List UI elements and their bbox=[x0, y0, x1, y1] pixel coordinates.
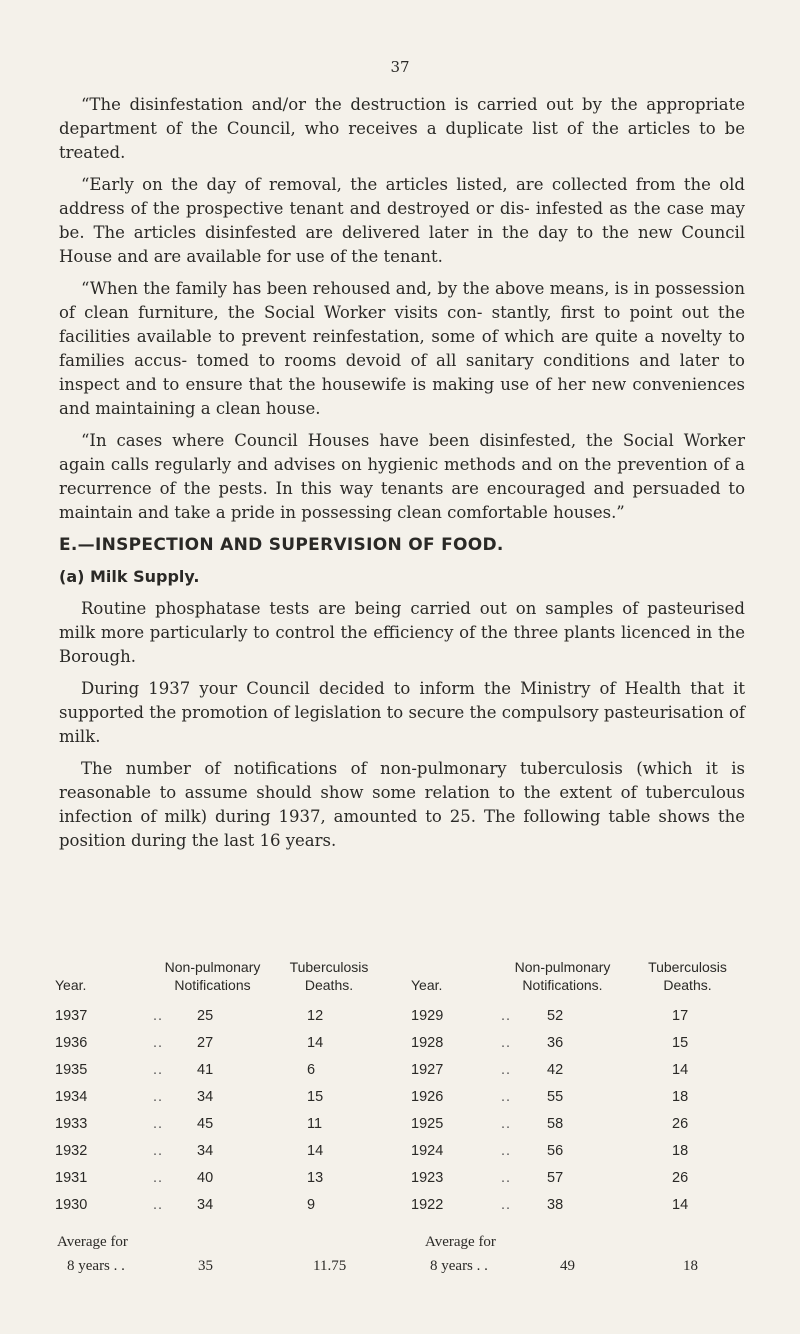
year-cell-2: 1926 bbox=[411, 1089, 444, 1105]
average-deaths-2: 18 bbox=[683, 1258, 698, 1274]
year-cell-2: 1928 bbox=[411, 1035, 444, 1051]
paragraph: “In cases where Council Houses have been disinfested, the Social Worker again calls regularly and advises on hygienic methods and on the prevention of a recurrence of the pests. In this way tenants are encouraged and persuaded to maintain and take a pride in possessing clean comfortable houses.” bbox=[59, 431, 745, 522]
average-notifications: 35 bbox=[198, 1258, 213, 1274]
deaths-cell: 14 bbox=[307, 1143, 324, 1159]
notifications-cell-2: 55 bbox=[547, 1089, 564, 1105]
deaths-cell-2: 18 bbox=[672, 1143, 689, 1159]
leader-dots: .. bbox=[501, 1035, 512, 1051]
deaths-cell: 9 bbox=[307, 1197, 316, 1213]
average-deaths: 11.75 bbox=[313, 1258, 347, 1274]
year-cell: 1935 bbox=[55, 1062, 88, 1078]
table-row bbox=[55, 1143, 755, 1170]
leader-dots: .. bbox=[153, 1035, 164, 1051]
deaths-cell-2: 26 bbox=[672, 1116, 689, 1132]
header-notifications: Non-pulmonary Notifications bbox=[164, 959, 261, 993]
year-cell: 1934 bbox=[55, 1089, 88, 1105]
header-notifications-2: Non-pulmonary Notifications. bbox=[514, 959, 611, 993]
deaths-cell: 12 bbox=[307, 1008, 324, 1024]
average-label-2: Average for bbox=[425, 1234, 496, 1250]
deaths-cell: 14 bbox=[307, 1035, 324, 1051]
average-notifications-2: 49 bbox=[560, 1258, 575, 1274]
deaths-cell-2: 17 bbox=[672, 1008, 689, 1024]
year-cell-2: 1927 bbox=[411, 1062, 444, 1078]
table-row bbox=[55, 1170, 755, 1197]
year-cell-2: 1922 bbox=[411, 1197, 444, 1213]
notifications-cell-2: 52 bbox=[547, 1008, 564, 1024]
deaths-cell-2: 26 bbox=[672, 1170, 689, 1186]
notifications-cell-2: 42 bbox=[547, 1062, 564, 1078]
leader-dots: .. bbox=[153, 1143, 164, 1159]
deaths-cell: 15 bbox=[307, 1089, 324, 1105]
deaths-cell: 11 bbox=[307, 1116, 323, 1132]
subheading: (a) Milk Supply. bbox=[59, 567, 200, 586]
year-cell: 1930 bbox=[55, 1197, 88, 1213]
header-year: Year. bbox=[55, 977, 87, 993]
section-heading: E.—INSPECTION AND SUPERVISION OF FOOD. bbox=[59, 535, 504, 555]
average-label-years-2: 8 years . . bbox=[430, 1258, 488, 1274]
notifications-cell: 34 bbox=[197, 1197, 214, 1213]
year-cell-2: 1929 bbox=[411, 1008, 444, 1024]
year-cell-2: 1925 bbox=[411, 1116, 444, 1132]
notifications-cell: 40 bbox=[197, 1170, 214, 1186]
leader-dots: .. bbox=[153, 1197, 164, 1213]
leader-dots: .. bbox=[501, 1116, 512, 1132]
notifications-cell-2: 38 bbox=[547, 1197, 564, 1213]
leader-dots: .. bbox=[153, 1170, 164, 1186]
notifications-cell-2: 57 bbox=[547, 1170, 564, 1186]
table-row bbox=[55, 1035, 755, 1062]
paragraph: “Early on the day of removal, the articles listed, are collected from the old address of the prospective tenant and destroyed or dis- infested as the case may be. The articles disinfested are delivered later in the day to the new Council House and are available for use of the tenant. bbox=[59, 175, 745, 266]
deaths-cell-2: 15 bbox=[672, 1035, 689, 1051]
year-cell: 1933 bbox=[55, 1116, 88, 1132]
tuberculosis-table bbox=[55, 958, 755, 1282]
year-cell: 1937 bbox=[55, 1008, 88, 1024]
leader-dots: .. bbox=[501, 1197, 512, 1213]
paragraph: “The disinfestation and/or the destruction is carried out by the appropriate department of the Council, who receives a duplicate list of the articles to be treated. bbox=[59, 95, 745, 162]
deaths-cell: 13 bbox=[307, 1170, 324, 1186]
average-label: Average for bbox=[57, 1234, 128, 1250]
leader-dots: .. bbox=[153, 1116, 164, 1132]
table-row bbox=[55, 1008, 755, 1035]
notifications-cell: 41 bbox=[197, 1062, 214, 1078]
leader-dots: .. bbox=[501, 1008, 512, 1024]
paragraph: Routine phosphatase tests are being carried out on samples of pasteurised milk more particularly to control the efficiency of the three plants licenced in the Borough. bbox=[59, 599, 745, 666]
page-number: 37 bbox=[390, 58, 410, 76]
table-row bbox=[55, 1062, 755, 1089]
average-label-years: 8 years . . bbox=[67, 1258, 125, 1274]
notifications-cell: 45 bbox=[197, 1116, 214, 1132]
header-deaths: Tuberculosis Deaths. bbox=[289, 959, 369, 993]
year-cell: 1932 bbox=[55, 1143, 88, 1159]
table-row bbox=[55, 1116, 755, 1143]
table-header bbox=[55, 958, 755, 1008]
deaths-cell-2: 14 bbox=[672, 1062, 689, 1078]
table-row bbox=[55, 1197, 755, 1224]
header-year-2: Year. bbox=[411, 977, 443, 993]
notifications-cell-2: 36 bbox=[547, 1035, 564, 1051]
deaths-cell: 6 bbox=[307, 1062, 316, 1078]
leader-dots: .. bbox=[501, 1062, 512, 1078]
notifications-cell: 34 bbox=[197, 1089, 214, 1105]
deaths-cell-2: 14 bbox=[672, 1197, 689, 1213]
leader-dots: .. bbox=[153, 1008, 164, 1024]
notifications-cell-2: 58 bbox=[547, 1116, 564, 1132]
header-deaths-2: Tuberculosis Deaths. bbox=[648, 959, 727, 993]
paragraph: The number of notifications of non-pulmonary tuberculosis (which it is reasonable to assume should show some relation to the extent of tuberculous infection of milk) during 1937, amounted to 25. The following table shows the position during the last 16 years. bbox=[59, 759, 745, 850]
year-cell: 1931 bbox=[55, 1170, 88, 1186]
notifications-cell: 34 bbox=[197, 1143, 214, 1159]
paragraph: During 1937 your Council decided to inform the Ministry of Health that it supported the promotion of legislation to secure the compulsory pasteurisation of milk. bbox=[59, 679, 745, 746]
notifications-cell: 27 bbox=[197, 1035, 214, 1051]
year-cell-2: 1924 bbox=[411, 1143, 444, 1159]
year-cell-2: 1923 bbox=[411, 1170, 444, 1186]
notifications-cell-2: 56 bbox=[547, 1143, 564, 1159]
leader-dots: .. bbox=[501, 1170, 512, 1186]
leader-dots: .. bbox=[153, 1089, 164, 1105]
leader-dots: .. bbox=[153, 1062, 164, 1078]
table-average-row bbox=[55, 1234, 755, 1282]
body-text bbox=[59, 93, 745, 861]
deaths-cell-2: 18 bbox=[672, 1089, 689, 1105]
leader-dots: .. bbox=[501, 1089, 512, 1105]
paragraph: “When the family has been rehoused and, by the above means, is in possession of clean furniture, the Social Worker visits con- stantly, first to point out the facilities available to prevent reinfestation, some of which are quite a novelty to families accus- tomed to rooms devoid of all sanitary conditions and later to inspect and to ensure that the housewife is making use of her new conveniences and maintaining a clean house. bbox=[59, 279, 745, 418]
year-cell: 1936 bbox=[55, 1035, 88, 1051]
table-row bbox=[55, 1089, 755, 1116]
notifications-cell: 25 bbox=[197, 1008, 214, 1024]
leader-dots: .. bbox=[501, 1143, 512, 1159]
table-body bbox=[55, 1008, 755, 1224]
